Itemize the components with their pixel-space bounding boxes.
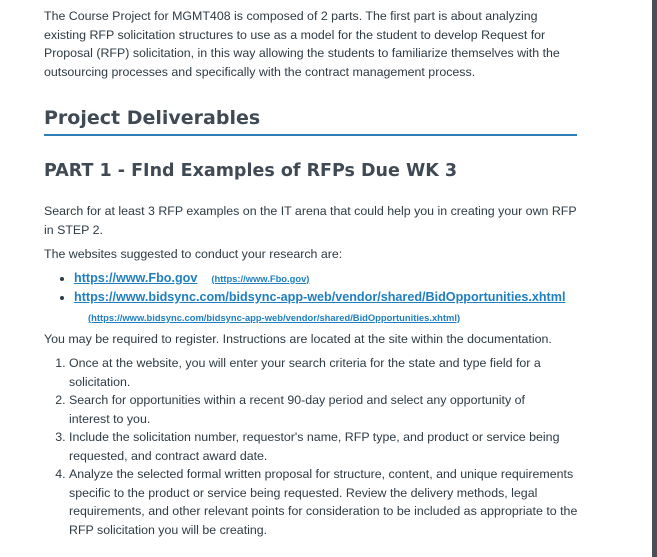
- step-item: 1. Once at the website, you will enter your search criteria for the state and type field for a solicitation.: [69, 354, 580, 391]
- websites-intro: The websites suggested to conduct your research are:: [44, 247, 343, 261]
- step-item: 3. Include the solicitation number, requestor's name, RFP type, and product or service being requested, and contract award date.: [69, 428, 580, 465]
- intro-paragraph: The Course Project for MGMT408 is composed of 2 parts. The first part is about analyzing existing RFP solicitation structures to use as a model for the student to develop Request for Proposal (RFP) solicitation, in this way allowing the students to familiarize themselves with the outsourcing processes and specifically with the contract management process.: [44, 9, 560, 79]
- search-instructions: Search for at least 3 RFP examples on the IT arena that could help you in creating your own RFP in STEP 2.: [44, 204, 577, 237]
- fbo-link[interactable]: https://www.Fbo.gov: [74, 270, 198, 285]
- step-item: 2. Search for opportunities within a recent 90-day period and select any opportunity of interest to you.: [69, 391, 549, 428]
- steps-list: [44, 354, 580, 539]
- website-links-list: [44, 269, 580, 328]
- section-heading-project-deliverables: Project Deliverables: [44, 105, 577, 136]
- register-note: You may be required to register. Instructions are located at the site within the documentation.: [44, 331, 552, 346]
- bidsync-paren-link[interactable]: (https://www.bidsync.com/bidsync-app-web/vendor/shared/BidOpportunities.xhtml): [88, 311, 461, 323]
- list-item: [74, 269, 580, 289]
- step-item: 4. Analyze the selected formal written proposal for structure, content, and unique requirements specific to the product or service being requested. Review the delivery methods, legal requirements, and other relevant points for consideration to be included as appropriate to the RFP solicitation you will be creating.: [69, 465, 580, 539]
- part1-heading: PART 1 - FInd Examples of RFPs Due WK 3: [44, 161, 458, 181]
- bidsync-link[interactable]: https://www.bidsync.com/bidsync-app-web/vendor/shared/BidOpportunities.xhtml: [74, 290, 566, 304]
- scrollbar-edge[interactable]: [652, 0, 657, 557]
- page-content: [44, 0, 580, 539]
- fbo-paren-link[interactable]: (https://www.Fbo.gov): [211, 272, 310, 284]
- list-item: [74, 288, 580, 328]
